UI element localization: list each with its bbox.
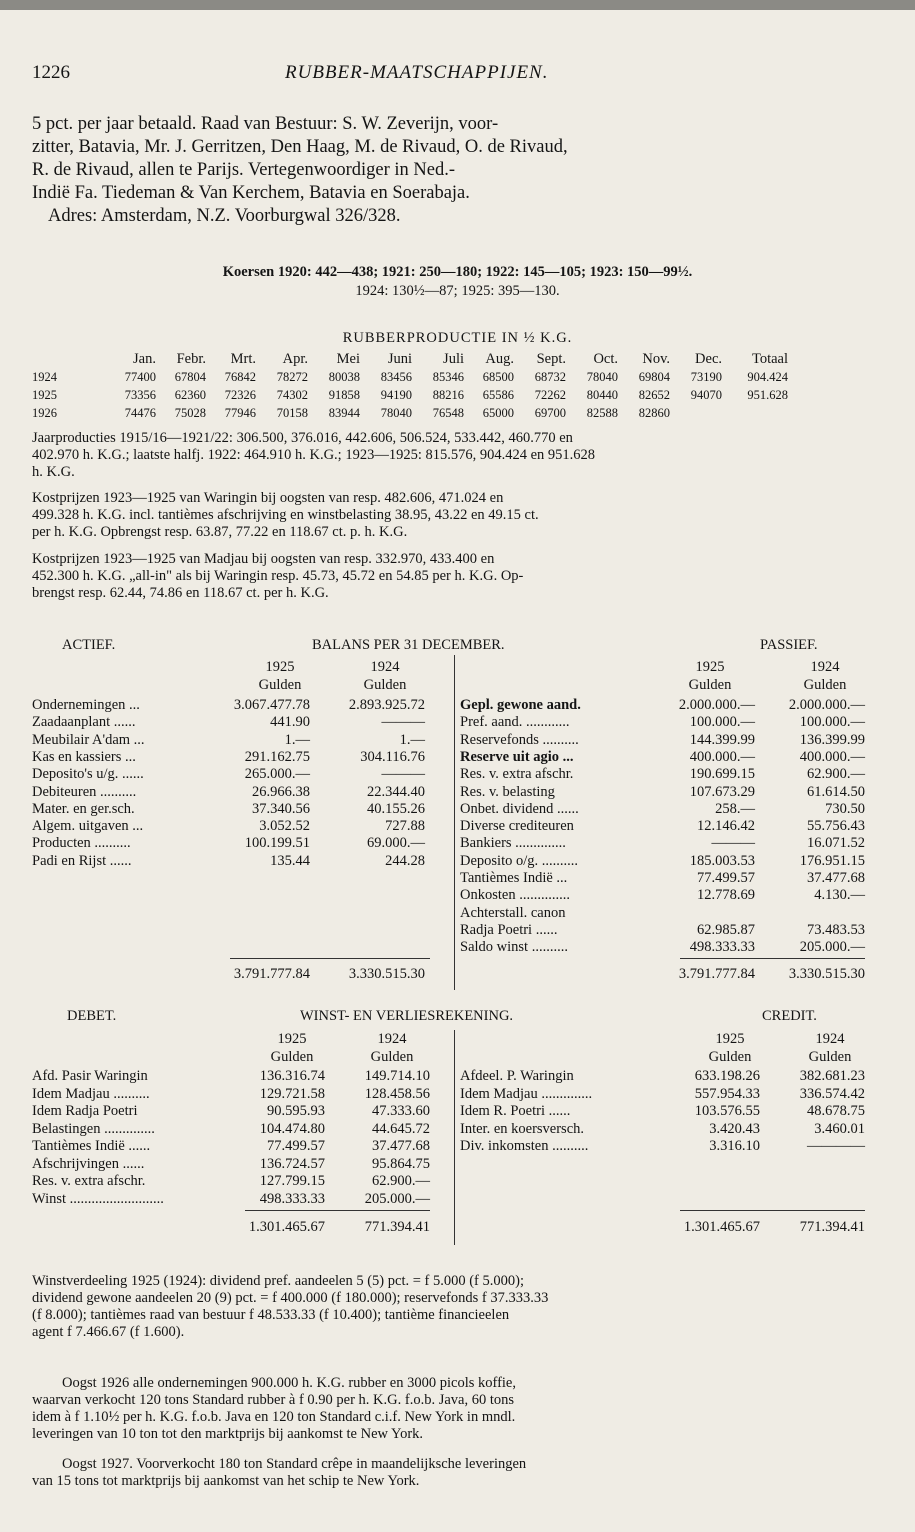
balance-passief-1924: 100.000.—	[799, 714, 865, 731]
intro-line: Indië Fa. Tiedeman & Van Kerchem, Batavia en Soerabaja.	[32, 183, 470, 203]
production-cell: 73356	[124, 388, 156, 402]
balance-actief-label: Debiteuren ..........	[32, 783, 137, 800]
kostprijzen-waringin-line: per h. K.G. Opbrengst resp. 63.87, 77.22 en 118.67 ct. p. h. K.G.	[32, 524, 408, 540]
balance-passief-1924: 55.756.43	[807, 818, 865, 835]
balance-actief-1924: ———	[381, 766, 425, 783]
balance-actief-1924: ———	[381, 714, 425, 731]
pl-debet-label: Res. v. extra afschr.	[32, 1173, 146, 1189]
pl-year-1925-right: 1925	[715, 1031, 745, 1047]
oogst-1926-line: Oogst 1926 alle ondernemingen 900.000 h. K.G. rubber en 3000 picols koffie,	[62, 1375, 516, 1391]
production-month-header: Juni	[387, 351, 412, 367]
production-cell: 62360	[174, 388, 206, 402]
balance-passief-1925: 190.699.15	[689, 766, 755, 783]
production-cell: 76548	[432, 406, 464, 420]
winstverdeeling-line: Winstverdeeling 1925 (1924): dividend pref. aandeelen 5 (5) pct. = f 5.000 (f 5.000);	[32, 1273, 524, 1289]
kostprijzen-madjau-line: brengst resp. 62.44, 74.86 en 118.67 ct. per h. K.G.	[32, 585, 329, 601]
pl-debet-1924: 37.477.68	[372, 1138, 430, 1154]
pl-year-1924-left: 1924	[377, 1031, 407, 1047]
balance-passief-1925: 2.000.000.—	[678, 697, 755, 713]
production-cell: 72262	[534, 388, 566, 402]
balance-total-rule	[680, 958, 865, 959]
production-cell: 88216	[432, 388, 464, 402]
production-month-header: Aug.	[485, 351, 514, 367]
production-cell: 74476	[124, 406, 156, 420]
balance-actief-1924: 304.116.76	[360, 748, 425, 765]
production-month-header: Nov.	[642, 351, 670, 367]
balance-year-1924-left: 1924	[370, 659, 400, 675]
balance-passief-label: Reservefonds ..........	[460, 731, 579, 748]
pl-debet-1925: 104.474.80	[259, 1120, 325, 1137]
balance-passief-1924: 2.000.000.—	[788, 697, 865, 713]
balance-actief-label: Mater. en ger.sch.	[32, 800, 135, 817]
balance-actief-1924: 40.155.26	[367, 800, 425, 817]
balance-actief-1924: 2.893.925.72	[348, 697, 425, 713]
balance-actief-1925: 291.162.75	[244, 748, 310, 765]
balance-unit-right: Gulden	[688, 677, 732, 693]
balance-passief-1925: 77.499.57	[697, 870, 755, 886]
pl-debet-1925: 498.333.33	[259, 1190, 325, 1207]
balance-passief-1924: 4.130.—	[814, 887, 865, 904]
pl-debet-title: DEBET.	[67, 1008, 117, 1024]
pl-total-1925-right: 1.301.465.67	[683, 1219, 760, 1235]
production-month-header: Sept.	[536, 351, 566, 367]
balance-actief-label: Algem. uitgaven ...	[32, 818, 144, 835]
balance-passief-label: Gepl. gewone aand.	[460, 697, 581, 713]
koersen-line: 1924: 130½—87; 1925: 395—130.	[355, 283, 560, 299]
intro-line: R. de Rivaud, allen te Parijs. Vertegenwoordiger in Ned.-	[32, 160, 455, 180]
balance-passief-label: Res. v. belasting	[460, 783, 555, 800]
balance-passief-1924: 205.000.—	[799, 939, 865, 956]
pl-credit-1925: 3.420.43	[709, 1120, 760, 1137]
pl-debet-1924: 44.645.72	[372, 1120, 430, 1137]
production-title: RUBBERPRODUCTIE IN ½ K.G.	[342, 330, 573, 346]
pl-unit-left: Gulden	[370, 1049, 414, 1065]
production-cell: 77400	[124, 370, 156, 384]
balance-actief-1925: 3.052.52	[259, 818, 310, 835]
balance-passief-label: Bankiers ..............	[460, 835, 566, 852]
production-cell: 78040	[380, 406, 412, 420]
production-year-label: 1924	[32, 370, 57, 384]
production-cell: 67804	[174, 370, 206, 384]
oogst-1926-line: idem à f 1.10½ per h. K.G. f.o.b. Java en 120 ton Standard c.i.f. New York in mndl.	[32, 1409, 516, 1425]
production-cell: 83944	[328, 406, 360, 420]
balance-actief-label: Producten ..........	[32, 835, 131, 852]
pl-debet-1924: 62.900.—	[372, 1173, 430, 1189]
balance-passief-title: PASSIEF.	[760, 637, 818, 653]
jaarproducties-line: Jaarproducties 1915/16—1921/22: 306.500, 376.016, 442.606, 506.524, 533.442, 460.770 en	[32, 430, 573, 446]
pl-credit-1924: 382.681.23	[799, 1068, 865, 1084]
production-month-header: Mei	[336, 351, 360, 367]
balance-actief-label: Zaadaanplant ......	[32, 714, 136, 731]
production-cell: 904.424	[747, 370, 788, 384]
balance-passief-1924: 400.000.—	[799, 748, 865, 765]
winstverdeeling-line: dividend gewone aandeelen 20 (9) pct. = f 400.000 (f 180.000); reservefonds f 37.333.33	[32, 1290, 549, 1306]
balance-passief-1924: 730.50	[825, 800, 865, 817]
production-cell: 83456	[380, 370, 412, 384]
production-month-header: Oct.	[593, 351, 618, 367]
page-number: 1226	[32, 62, 70, 83]
balance-passief-1925: 107.673.29	[689, 783, 755, 800]
balance-passief-1924: 176.951.15	[799, 852, 865, 869]
balance-total-1925-right: 3.791.777.84	[678, 966, 755, 982]
balance-actief-title: ACTIEF.	[62, 637, 116, 653]
pl-title: WINST- EN VERLIESREKENING.	[300, 1008, 514, 1024]
intro-line: 5 pct. per jaar betaald. Raad van Bestuur: S. W. Zeverijn, voor-	[32, 114, 499, 134]
pl-credit-1925: 633.198.26	[694, 1068, 760, 1084]
balance-total-1924-right: 3.330.515.30	[788, 966, 865, 982]
balance-actief-1925: 135.44	[270, 852, 310, 869]
balance-passief-1925: 144.399.99	[689, 731, 755, 748]
balance-actief-1924: 727.88	[385, 818, 425, 835]
production-cell: 65000	[482, 406, 514, 420]
balance-actief-1925: 3.067.477.78	[233, 697, 310, 713]
pl-total-1924-right: 771.394.41	[799, 1219, 865, 1235]
pl-unit-right: Gulden	[808, 1049, 852, 1065]
oogst-1927-line: van 15 tons tot marktprijs bij aankomst van het schip te New York.	[32, 1473, 420, 1489]
balance-unit-left: Gulden	[363, 677, 407, 693]
pl-credit-label: Inter. en koersversch.	[460, 1120, 585, 1137]
production-month-header: Febr.	[176, 351, 206, 367]
balance-passief-label: Tantièmes Indië ...	[460, 870, 568, 886]
winstverdeeling-line: (f 8.000); tantièmes raad van bestuur f 48.533.33 (f 10.400); tantième financieelen	[32, 1307, 510, 1323]
balance-actief-1924: 244.28	[385, 852, 425, 869]
pl-debet-label: Winst ..........................	[32, 1190, 164, 1207]
balance-passief-1925: 100.000.—	[689, 714, 755, 731]
production-month-header: Dec.	[695, 351, 722, 367]
balance-passief-1924: 16.071.52	[807, 835, 865, 852]
pl-debet-1925: 136.316.74	[259, 1068, 325, 1084]
pl-year-1924-right: 1924	[815, 1031, 845, 1047]
production-month-header: Jan.	[133, 351, 156, 367]
pl-debet-1924: 47.333.60	[372, 1103, 430, 1119]
pl-debet-1925: 77.499.57	[267, 1138, 325, 1154]
balance-passief-1925: 400.000.—	[689, 748, 755, 765]
production-cell: 68500	[482, 370, 514, 384]
pl-debet-1924: 205.000.—	[364, 1190, 430, 1207]
pl-credit-label: Div. inkomsten ..........	[460, 1138, 589, 1154]
balance-passief-1924: 73.483.53	[807, 921, 865, 938]
balance-actief-1925: 100.199.51	[244, 835, 310, 852]
balance-passief-1924: 136.399.99	[799, 731, 865, 748]
production-cell: 72326	[224, 388, 256, 402]
balance-actief-1925: 1.—	[284, 731, 310, 748]
pl-debet-label: Afd. Pasir Waringin	[32, 1068, 148, 1084]
pl-debet-1925: 136.724.57	[259, 1155, 325, 1172]
pl-total-rule	[245, 1210, 430, 1211]
balance-passief-label: Onkosten ..............	[460, 887, 570, 904]
production-cell: 94190	[380, 388, 412, 402]
production-cell: 82860	[638, 406, 670, 420]
balance-year-1925-right: 1925	[695, 659, 725, 675]
pl-credit-1924: 336.574.42	[799, 1085, 865, 1102]
balance-unit-right: Gulden	[803, 677, 847, 693]
balance-passief-1925: 62.985.87	[697, 921, 755, 938]
pl-debet-label: Tantièmes Indië ......	[32, 1138, 151, 1154]
balance-passief-label: Deposito o/g. ..........	[460, 852, 579, 869]
pl-debet-label: Afschrijvingen ......	[32, 1155, 145, 1172]
pl-credit-1925: 557.954.33	[694, 1085, 760, 1102]
kostprijzen-madjau-line: 452.300 h. K.G. „all-in" als bij Waringin resp. 45.73, 45.72 en 54.85 per h. K.G. Op-	[32, 568, 524, 584]
production-cell: 80038	[328, 370, 360, 384]
pl-credit-1924: ————	[807, 1138, 865, 1154]
balance-passief-label: Saldo winst ..........	[460, 939, 568, 956]
balance-passief-1924: 61.614.50	[807, 783, 865, 800]
balance-year-1925-left: 1925	[265, 659, 295, 675]
balance-passief-1925: 498.333.33	[689, 939, 755, 956]
kostprijzen-madjau-line: Kostprijzen 1923—1925 van Madjau bij oogsten van resp. 332.970, 433.400 en	[32, 551, 495, 567]
pl-credit-title: CREDIT.	[762, 1008, 817, 1024]
balance-actief-1925: 37.340.56	[252, 800, 310, 817]
production-month-header: Mrt.	[230, 351, 256, 367]
pl-debet-1925: 129.721.58	[259, 1085, 325, 1102]
jaarproducties-line: 402.970 h. K.G.; laatste halfj. 1922: 464.910 h. K.G.; 1923—1925: 815.576, 904.424 en 951.628	[32, 447, 596, 463]
intro-line-address: Adres: Amsterdam, N.Z. Voorburgwal 326/328.	[48, 206, 401, 226]
pl-credit-label: Idem R. Poetri ......	[460, 1103, 571, 1119]
pl-unit-right: Gulden	[708, 1049, 752, 1065]
pl-credit-1924: 48.678.75	[807, 1103, 865, 1119]
balance-passief-label: Res. v. extra afschr.	[460, 766, 574, 783]
balance-passief-1924: 62.900.—	[807, 766, 865, 783]
balance-total-rule	[230, 958, 430, 959]
pl-debet-1924: 95.864.75	[372, 1155, 430, 1172]
balance-total-1925-left: 3.791.777.84	[233, 966, 310, 982]
balance-passief-label: Radja Poetri ......	[460, 921, 558, 938]
production-month-header: Juli	[443, 351, 464, 367]
pl-divider	[454, 1030, 455, 1245]
production-year-label: 1925	[32, 388, 57, 402]
oogst-1926-line: waarvan verkocht 120 tons Standard rubber à f 0.90 per h. K.G. f.o.b. Java, 60 tons	[32, 1392, 515, 1408]
jaarproducties-line: h. K.G.	[32, 464, 75, 480]
kostprijzen-waringin-line: 499.328 h. K.G. incl. tantièmes afschrijving en winstbelasting 38.95, 43.22 en 49.15 ct.	[32, 507, 539, 523]
pl-total-rule	[680, 1210, 865, 1211]
production-cell: 82588	[586, 406, 618, 420]
balance-passief-label: Onbet. dividend ......	[460, 800, 579, 817]
balance-passief-1925: 12.778.69	[697, 887, 755, 904]
production-cell: 78040	[586, 370, 618, 384]
pl-credit-1925: 103.576.55	[694, 1103, 760, 1119]
balance-passief-1924: 37.477.68	[807, 870, 865, 886]
balance-total-1924-left: 3.330.515.30	[348, 966, 425, 982]
balance-passief-1925: 185.003.53	[689, 852, 755, 869]
pl-year-1925-left: 1925	[277, 1031, 307, 1047]
balance-title: BALANS PER 31 DECEMBER.	[312, 637, 505, 653]
pl-debet-1925: 127.799.15	[259, 1173, 325, 1189]
production-cell: 69804	[638, 370, 670, 384]
balance-actief-label: Deposito's u/g. ......	[32, 766, 144, 783]
intro-line: zitter, Batavia, Mr. J. Gerritzen, Den Haag, M. de Rivaud, O. de Rivaud,	[32, 137, 568, 157]
production-month-header: Totaal	[751, 351, 788, 367]
balance-passief-1925: ———	[711, 835, 755, 852]
balance-actief-1925: 265.000.—	[244, 766, 310, 783]
balance-actief-1924: 69.000.—	[367, 835, 425, 852]
balance-passief-label: Reserve uit agio ...	[460, 748, 574, 765]
kostprijzen-waringin-line: Kostprijzen 1923—1925 van Waringin bij oogsten van resp. 482.606, 471.024 en	[32, 490, 504, 506]
balance-actief-1924: 1.—	[399, 731, 425, 748]
oogst-1926-line: leveringen van 10 ton tot den marktprijs bij aankomst te New York.	[32, 1426, 424, 1442]
pl-debet-1924: 149.714.10	[364, 1068, 430, 1084]
pl-total-1925-left: 1.301.465.67	[248, 1219, 325, 1235]
pl-credit-label: Idem Madjau ..............	[460, 1085, 593, 1102]
running-title: RUBBER-MAATSCHAPPIJEN.	[285, 62, 549, 83]
pl-debet-label: Belastingen ..............	[32, 1120, 155, 1137]
oogst-1927-line: Oogst 1927. Voorverkocht 180 ton Standard crêpe in maandelijksche leveringen	[62, 1456, 527, 1472]
production-year-label: 1926	[32, 406, 57, 420]
balance-actief-1925: 26.966.38	[252, 783, 310, 800]
pl-total-1924-left: 771.394.41	[364, 1219, 430, 1235]
pl-credit-label: Afdeel. P. Waringin	[460, 1068, 574, 1084]
balance-year-1924-right: 1924	[810, 659, 840, 675]
balance-actief-1925: 441.90	[270, 714, 310, 731]
balance-actief-label: Ondernemingen ...	[32, 697, 140, 713]
production-cell: 68732	[534, 370, 566, 384]
scan-edge	[0, 0, 915, 10]
pl-debet-1924: 128.458.56	[364, 1085, 430, 1102]
production-cell: 82652	[638, 388, 670, 402]
balance-actief-label: Meubilair A'dam ...	[32, 731, 145, 748]
balance-passief-label: Diverse crediteuren	[460, 818, 574, 835]
production-cell: 94070	[690, 388, 722, 402]
balance-divider	[454, 655, 455, 990]
production-cell: 77946	[224, 406, 256, 420]
pl-debet-label: Idem Radja Poetri	[32, 1103, 138, 1119]
balance-actief-label: Kas en kassiers ...	[32, 748, 136, 765]
balance-unit-left: Gulden	[258, 677, 302, 693]
production-cell: 80440	[586, 388, 618, 402]
production-month-header: Apr.	[282, 351, 308, 367]
balance-actief-label: Padi en Rijst ......	[32, 852, 132, 869]
production-cell: 75028	[174, 406, 206, 420]
pl-unit-left: Gulden	[270, 1049, 314, 1065]
pl-credit-1924: 3.460.01	[814, 1120, 865, 1137]
production-cell: 70158	[276, 406, 308, 420]
koersen-line: Koersen 1920: 442—438; 1921: 250—180; 1922: 145—105; 1923: 150—99½.	[222, 264, 693, 280]
balance-actief-1924: 22.344.40	[367, 783, 425, 800]
production-cell: 91858	[328, 388, 360, 402]
production-cell: 69700	[534, 406, 566, 420]
balance-passief-1925: 12.146.42	[697, 818, 755, 835]
winstverdeeling-line: agent f 7.466.67 (f 1.600).	[32, 1324, 185, 1340]
production-cell: 73190	[690, 370, 722, 384]
production-cell: 76842	[224, 370, 256, 384]
production-cell: 85346	[432, 370, 464, 384]
balance-passief-label: Achterstall. canon	[460, 904, 566, 921]
pl-debet-label: Idem Madjau ..........	[32, 1085, 150, 1102]
production-cell: 78272	[276, 370, 308, 384]
production-cell: 74302	[276, 388, 308, 402]
pl-credit-1925: 3.316.10	[709, 1138, 760, 1154]
balance-passief-label: Pref. aand. ............	[460, 714, 570, 731]
production-cell: 65586	[482, 388, 514, 402]
balance-passief-1925: 258.—	[715, 800, 755, 817]
pl-debet-1925: 90.595.93	[267, 1103, 325, 1119]
production-cell: 951.628	[747, 388, 788, 402]
